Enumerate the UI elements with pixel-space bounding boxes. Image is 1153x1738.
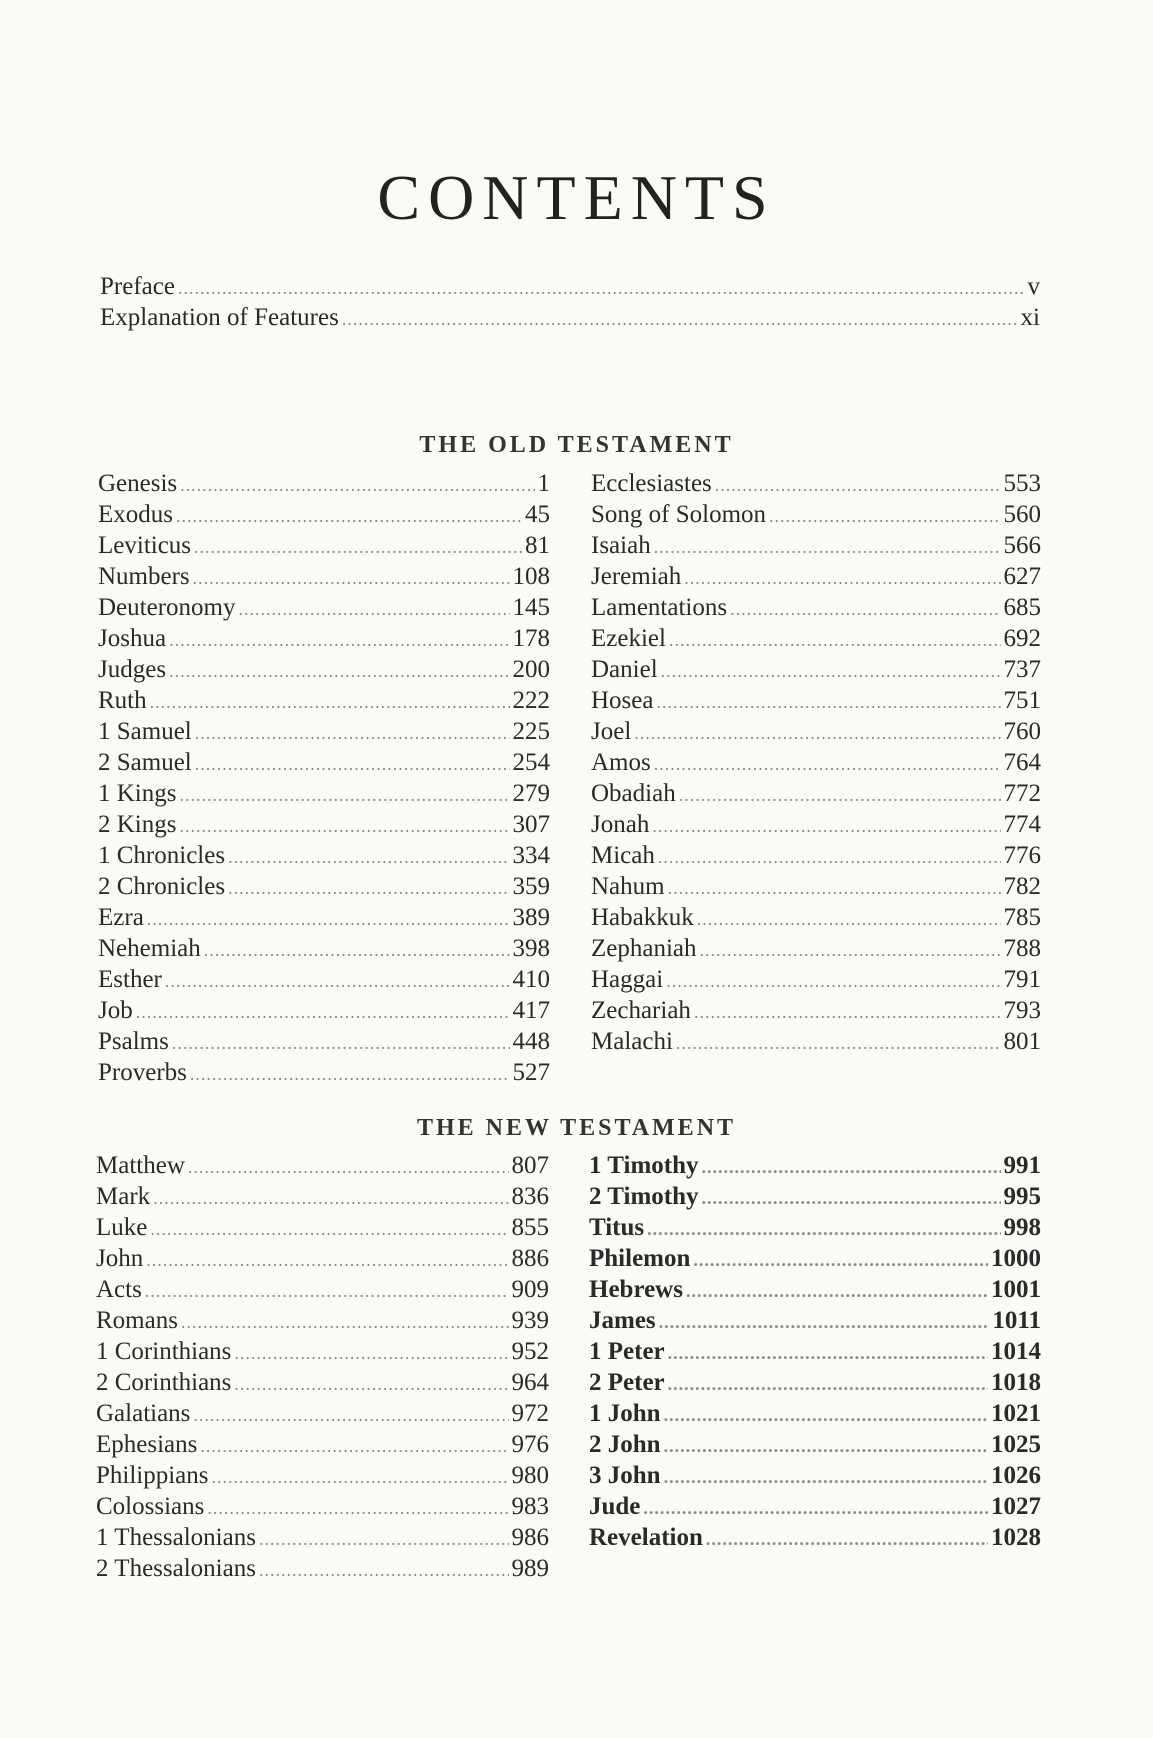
dot-leader [153,1183,508,1214]
dot-leader [234,1338,508,1369]
toc-entry[interactable] [96,1181,549,1212]
entry-name: 1 John [589,1400,661,1427]
entry-name: Revelation [589,1524,703,1551]
entry-name: Ephesians [96,1431,198,1458]
toc-entry[interactable] [98,809,550,840]
entry-name: 1 Corinthians [96,1338,232,1365]
entry-name: Job [98,997,133,1024]
entry-page: 1001 [991,1276,1041,1303]
dot-leader [193,563,510,594]
entry-name: Genesis [98,470,178,497]
toc-entry[interactable] [96,1398,549,1429]
dot-leader [686,1276,988,1307]
toc-entry[interactable] [96,1367,549,1398]
dot-leader [668,873,1001,904]
entry-name: Psalms [98,1028,169,1055]
toc-entry[interactable] [589,1522,1041,1553]
toc-entry[interactable] [100,271,1040,302]
toc-entry[interactable] [98,499,550,530]
toc-entry[interactable] [589,1212,1041,1243]
entry-page: 989 [511,1555,549,1582]
toc-entry[interactable] [98,840,550,871]
entry-name: Joshua [98,625,167,652]
toc-entry[interactable] [591,871,1041,902]
entry-name: Ezra [98,904,144,931]
toc-entry[interactable] [591,995,1041,1026]
entry-name: John [96,1245,144,1272]
toc-entry[interactable] [591,778,1041,809]
entry-name: Ezekiel [591,625,666,652]
entry-page: 998 [1003,1214,1041,1241]
toc-entry[interactable] [96,1150,549,1181]
dot-leader [194,532,522,563]
toc-entry[interactable] [589,1491,1041,1522]
entry-page: 980 [511,1462,549,1489]
toc-entry[interactable] [98,561,550,592]
entry-name: Jeremiah [591,563,682,590]
dot-leader [656,687,1000,718]
toc-entry[interactable] [96,1305,549,1336]
toc-entry[interactable] [98,747,550,778]
toc-entry[interactable] [591,809,1041,840]
old-testament-right-column [591,468,1041,1057]
entry-name: Matthew [96,1152,185,1179]
entry-page: 692 [1003,625,1041,652]
dot-leader [647,1214,1000,1245]
entry-name: Obadiah [591,780,676,807]
entry-name: Luke [96,1214,148,1241]
toc-entry[interactable] [100,302,1040,333]
entry-name: Numbers [98,563,190,590]
dot-leader [145,1276,509,1307]
toc-entry[interactable] [98,933,550,964]
entry-page: 793 [1003,997,1041,1024]
dot-leader [668,1338,988,1369]
toc-entry[interactable] [589,1460,1041,1491]
dot-leader [179,780,509,811]
dot-leader [693,1245,988,1276]
entry-page: 527 [512,1059,550,1086]
entry-page: 566 [1003,532,1041,559]
entry-name: 2 Thessalonians [96,1555,256,1582]
entry-name: James [589,1307,656,1334]
entry-name: Haggai [591,966,664,993]
entry-page: 1014 [991,1338,1041,1365]
toc-entry[interactable] [591,623,1041,654]
entry-page: 359 [512,873,550,900]
entry-name: Jude [589,1493,641,1520]
entry-name: Isaiah [591,532,651,559]
toc-entry[interactable] [589,1305,1041,1336]
entry-page: 760 [1003,718,1041,745]
toc-entry[interactable] [96,1336,549,1367]
dot-leader [684,563,1000,594]
dot-leader [342,304,1018,335]
entry-page: 254 [512,749,550,776]
entry-name: Explanation of Features [100,304,339,331]
entry-name: Proverbs [98,1059,187,1086]
entry-name: Judges [98,656,167,683]
entry-page: 1025 [991,1431,1041,1458]
entry-page: 1018 [991,1369,1041,1396]
entry-page: 939 [511,1307,549,1334]
entry-name: 2 Peter [589,1369,665,1396]
entry-page: 560 [1003,501,1041,528]
toc-entry[interactable] [589,1398,1041,1429]
dot-leader [234,1369,508,1400]
entry-page: 976 [511,1431,549,1458]
entry-page: 279 [512,780,550,807]
entry-name: 2 Corinthians [96,1369,232,1396]
entry-page: 1021 [991,1400,1041,1427]
dot-leader [700,935,1001,966]
toc-entry[interactable] [589,1429,1041,1460]
toc-entry[interactable] [96,1553,549,1584]
entry-page: 178 [512,625,550,652]
dot-leader [181,1307,509,1338]
entry-page: 145 [512,594,550,621]
entry-page: 772 [1003,780,1041,807]
toc-entry[interactable] [96,1460,549,1491]
toc-entry[interactable] [98,1026,550,1057]
toc-entry[interactable] [591,840,1041,871]
entry-page: 334 [512,842,550,869]
toc-entry[interactable] [96,1491,549,1522]
toc-entry[interactable] [96,1429,549,1460]
entry-name: Titus [589,1214,645,1241]
entry-page: 1011 [992,1307,1041,1334]
dot-leader [136,997,510,1028]
entry-page: 1 [537,470,550,497]
dot-leader [179,811,509,842]
entry-name: Leviticus [98,532,192,559]
entry-name: Acts [96,1276,142,1303]
toc-entry[interactable] [98,685,550,716]
entry-page: 855 [511,1214,549,1241]
entry-page: 785 [1003,904,1041,931]
entry-name: Philemon [589,1245,691,1272]
entry-name: 1 Peter [589,1338,665,1365]
dot-leader [200,1431,508,1462]
dot-leader [180,470,534,501]
dot-leader [150,1214,508,1245]
old-testament-left-column [98,468,550,1088]
entry-name: Galatians [96,1400,191,1427]
toc-entry[interactable] [589,1367,1041,1398]
entry-name: 1 Thessalonians [96,1524,256,1551]
entry-name: Daniel [591,656,658,683]
dot-leader [654,532,1001,563]
entry-name: Joel [591,718,632,745]
toc-entry[interactable] [591,747,1041,778]
dot-leader [165,966,510,997]
entry-name: 1 Chronicles [98,842,226,869]
entry-page: xi [1020,304,1040,331]
dot-leader [658,842,1001,873]
dot-leader [190,1059,510,1090]
toc-entry[interactable] [589,1274,1041,1305]
toc-entry[interactable] [98,468,550,499]
toc-entry[interactable] [96,1243,549,1274]
toc-entry[interactable] [98,592,550,623]
entry-name: Exodus [98,501,173,528]
entry-name: Philippians [96,1462,209,1489]
old-testament-heading: THE OLD TESTAMENT [419,432,734,458]
toc-entry[interactable] [98,654,550,685]
dot-leader [664,1462,988,1493]
entry-page: 836 [511,1183,549,1210]
dot-leader [195,749,510,780]
entry-page: 627 [1003,563,1041,590]
entry-page: 774 [1003,811,1041,838]
dot-leader [228,873,509,904]
dot-leader [769,501,1000,532]
dot-leader [715,470,1001,501]
entry-page: 222 [512,687,550,714]
dot-leader [212,1462,509,1493]
dot-leader [195,718,510,749]
dot-leader [694,997,1001,1028]
toc-entry[interactable] [96,1212,549,1243]
entry-page: 1027 [991,1493,1041,1520]
toc-entry[interactable] [591,530,1041,561]
entry-page: 807 [511,1152,549,1179]
entry-page: v [1027,273,1040,300]
page-title: CONTENTS [377,162,776,233]
toc-entry[interactable] [589,1336,1041,1367]
entry-page: 225 [512,718,550,745]
dot-leader [207,1493,508,1524]
dot-leader [702,1183,1001,1214]
entry-name: Habakkuk [591,904,694,931]
entry-page: 389 [512,904,550,931]
dot-leader [169,656,509,687]
entry-name: Zephaniah [591,935,697,962]
entry-name: Preface [100,273,175,300]
entry-page: 45 [525,501,550,528]
dot-leader [661,656,1001,687]
dot-leader [147,904,510,935]
dot-leader [654,749,1001,780]
entry-name: Romans [96,1307,178,1334]
toc-entry[interactable] [589,1181,1041,1212]
entry-name: Malachi [591,1028,673,1055]
toc-entry[interactable] [589,1150,1041,1181]
toc-entry[interactable] [591,902,1041,933]
toc-entry[interactable] [591,933,1041,964]
entry-page: 200 [512,656,550,683]
dot-leader [228,842,509,873]
entry-page: 983 [511,1493,549,1520]
dot-leader [172,1028,510,1059]
dot-leader [150,687,510,718]
entry-page: 964 [511,1369,549,1396]
dot-leader [702,1152,1001,1183]
entry-name: Jonah [591,811,650,838]
dot-leader [176,501,522,532]
dot-leader [146,1245,508,1276]
toc-entry[interactable] [591,964,1041,995]
toc-entry[interactable] [98,871,550,902]
entry-page: 553 [1003,470,1041,497]
entry-page: 986 [511,1524,549,1551]
entry-name: Esther [98,966,162,993]
toc-entry[interactable] [591,654,1041,685]
new-testament-heading: THE NEW TESTAMENT [416,1115,737,1141]
entry-name: Ruth [98,687,147,714]
dot-leader [706,1524,988,1555]
entry-page: 417 [512,997,550,1024]
entry-name: Amos [591,749,651,776]
toc-entry[interactable] [589,1243,1041,1274]
entry-name: Lamentations [591,594,728,621]
dot-leader [669,625,1001,656]
toc-entry[interactable] [96,1274,549,1305]
dot-leader [634,718,1000,749]
dot-leader [679,780,1001,811]
dot-leader [664,1400,988,1431]
entry-name: 2 Kings [98,811,177,838]
entry-name: 2 John [589,1431,661,1458]
front-matter-list [100,271,1040,333]
entry-name: Nahum [591,873,665,900]
entry-page: 788 [1003,935,1041,962]
dot-leader [730,594,1000,625]
entry-name: Micah [591,842,655,869]
dot-leader [697,904,1001,935]
entry-page: 782 [1003,873,1041,900]
entry-name: Ecclesiastes [591,470,712,497]
entry-page: 909 [511,1276,549,1303]
toc-entry[interactable] [591,468,1041,499]
entry-page: 791 [1003,966,1041,993]
entry-page: 1026 [991,1462,1041,1489]
entry-page: 81 [525,532,550,559]
entry-page: 972 [511,1400,549,1427]
new-testament-left-column [96,1150,549,1584]
entry-page: 995 [1003,1183,1041,1210]
toc-entry[interactable] [591,561,1041,592]
toc-entry[interactable] [98,902,550,933]
toc-entry[interactable] [96,1522,549,1553]
dot-leader [652,811,1000,842]
entry-name: 1 Samuel [98,718,192,745]
dot-leader [659,1307,990,1338]
entry-name: Zechariah [591,997,691,1024]
toc-entry[interactable] [98,964,550,995]
dot-leader [193,1400,508,1431]
dot-leader [169,625,509,656]
toc-entry[interactable] [98,716,550,747]
entry-name: Colossians [96,1493,205,1520]
toc-entry[interactable] [591,1026,1041,1057]
entry-page: 398 [512,935,550,962]
entry-name: 1 Timothy [589,1152,699,1179]
entry-page: 448 [512,1028,550,1055]
entry-name: Mark [96,1183,151,1210]
dot-leader [238,594,509,625]
dot-leader [204,935,510,966]
entry-page: 751 [1003,687,1041,714]
entry-name: Deuteronomy [98,594,236,621]
entry-page: 410 [512,966,550,993]
entry-name: 2 Samuel [98,749,192,776]
toc-entry[interactable] [98,623,550,654]
entry-page: 1000 [991,1245,1041,1272]
entry-page: 886 [511,1245,549,1272]
entry-name: Hosea [591,687,654,714]
dot-leader [666,966,1000,997]
entry-page: 991 [1003,1152,1041,1179]
toc-entry[interactable] [98,1057,550,1088]
toc-entry[interactable] [591,685,1041,716]
toc-entry[interactable] [591,592,1041,623]
toc-entry[interactable] [98,530,550,561]
entry-page: 108 [512,563,550,590]
dot-leader [668,1369,988,1400]
toc-entry[interactable] [591,499,1041,530]
entry-page: 801 [1003,1028,1041,1055]
entry-name: 2 Timothy [589,1183,699,1210]
entry-page: 685 [1003,594,1041,621]
toc-entry[interactable] [591,716,1041,747]
dot-leader [259,1555,509,1586]
dot-leader [643,1493,988,1524]
entry-page: 1028 [991,1524,1041,1551]
entry-page: 776 [1003,842,1041,869]
new-testament-right-column [589,1150,1041,1553]
toc-entry[interactable] [98,778,550,809]
entry-name: 3 John [589,1462,661,1489]
entry-name: 2 Chronicles [98,873,226,900]
entry-name: Hebrews [589,1276,683,1303]
entry-page: 764 [1003,749,1041,776]
dot-leader [664,1431,988,1462]
entry-page: 737 [1003,656,1041,683]
dot-leader [676,1028,1001,1059]
entry-name: Nehemiah [98,935,201,962]
dot-leader [259,1524,509,1555]
entry-name: 1 Kings [98,780,177,807]
entry-page: 952 [511,1338,549,1365]
entry-name: Song of Solomon [591,501,767,528]
dot-leader [178,273,1025,304]
entry-page: 307 [512,811,550,838]
dot-leader [188,1152,509,1183]
toc-entry[interactable] [98,995,550,1026]
